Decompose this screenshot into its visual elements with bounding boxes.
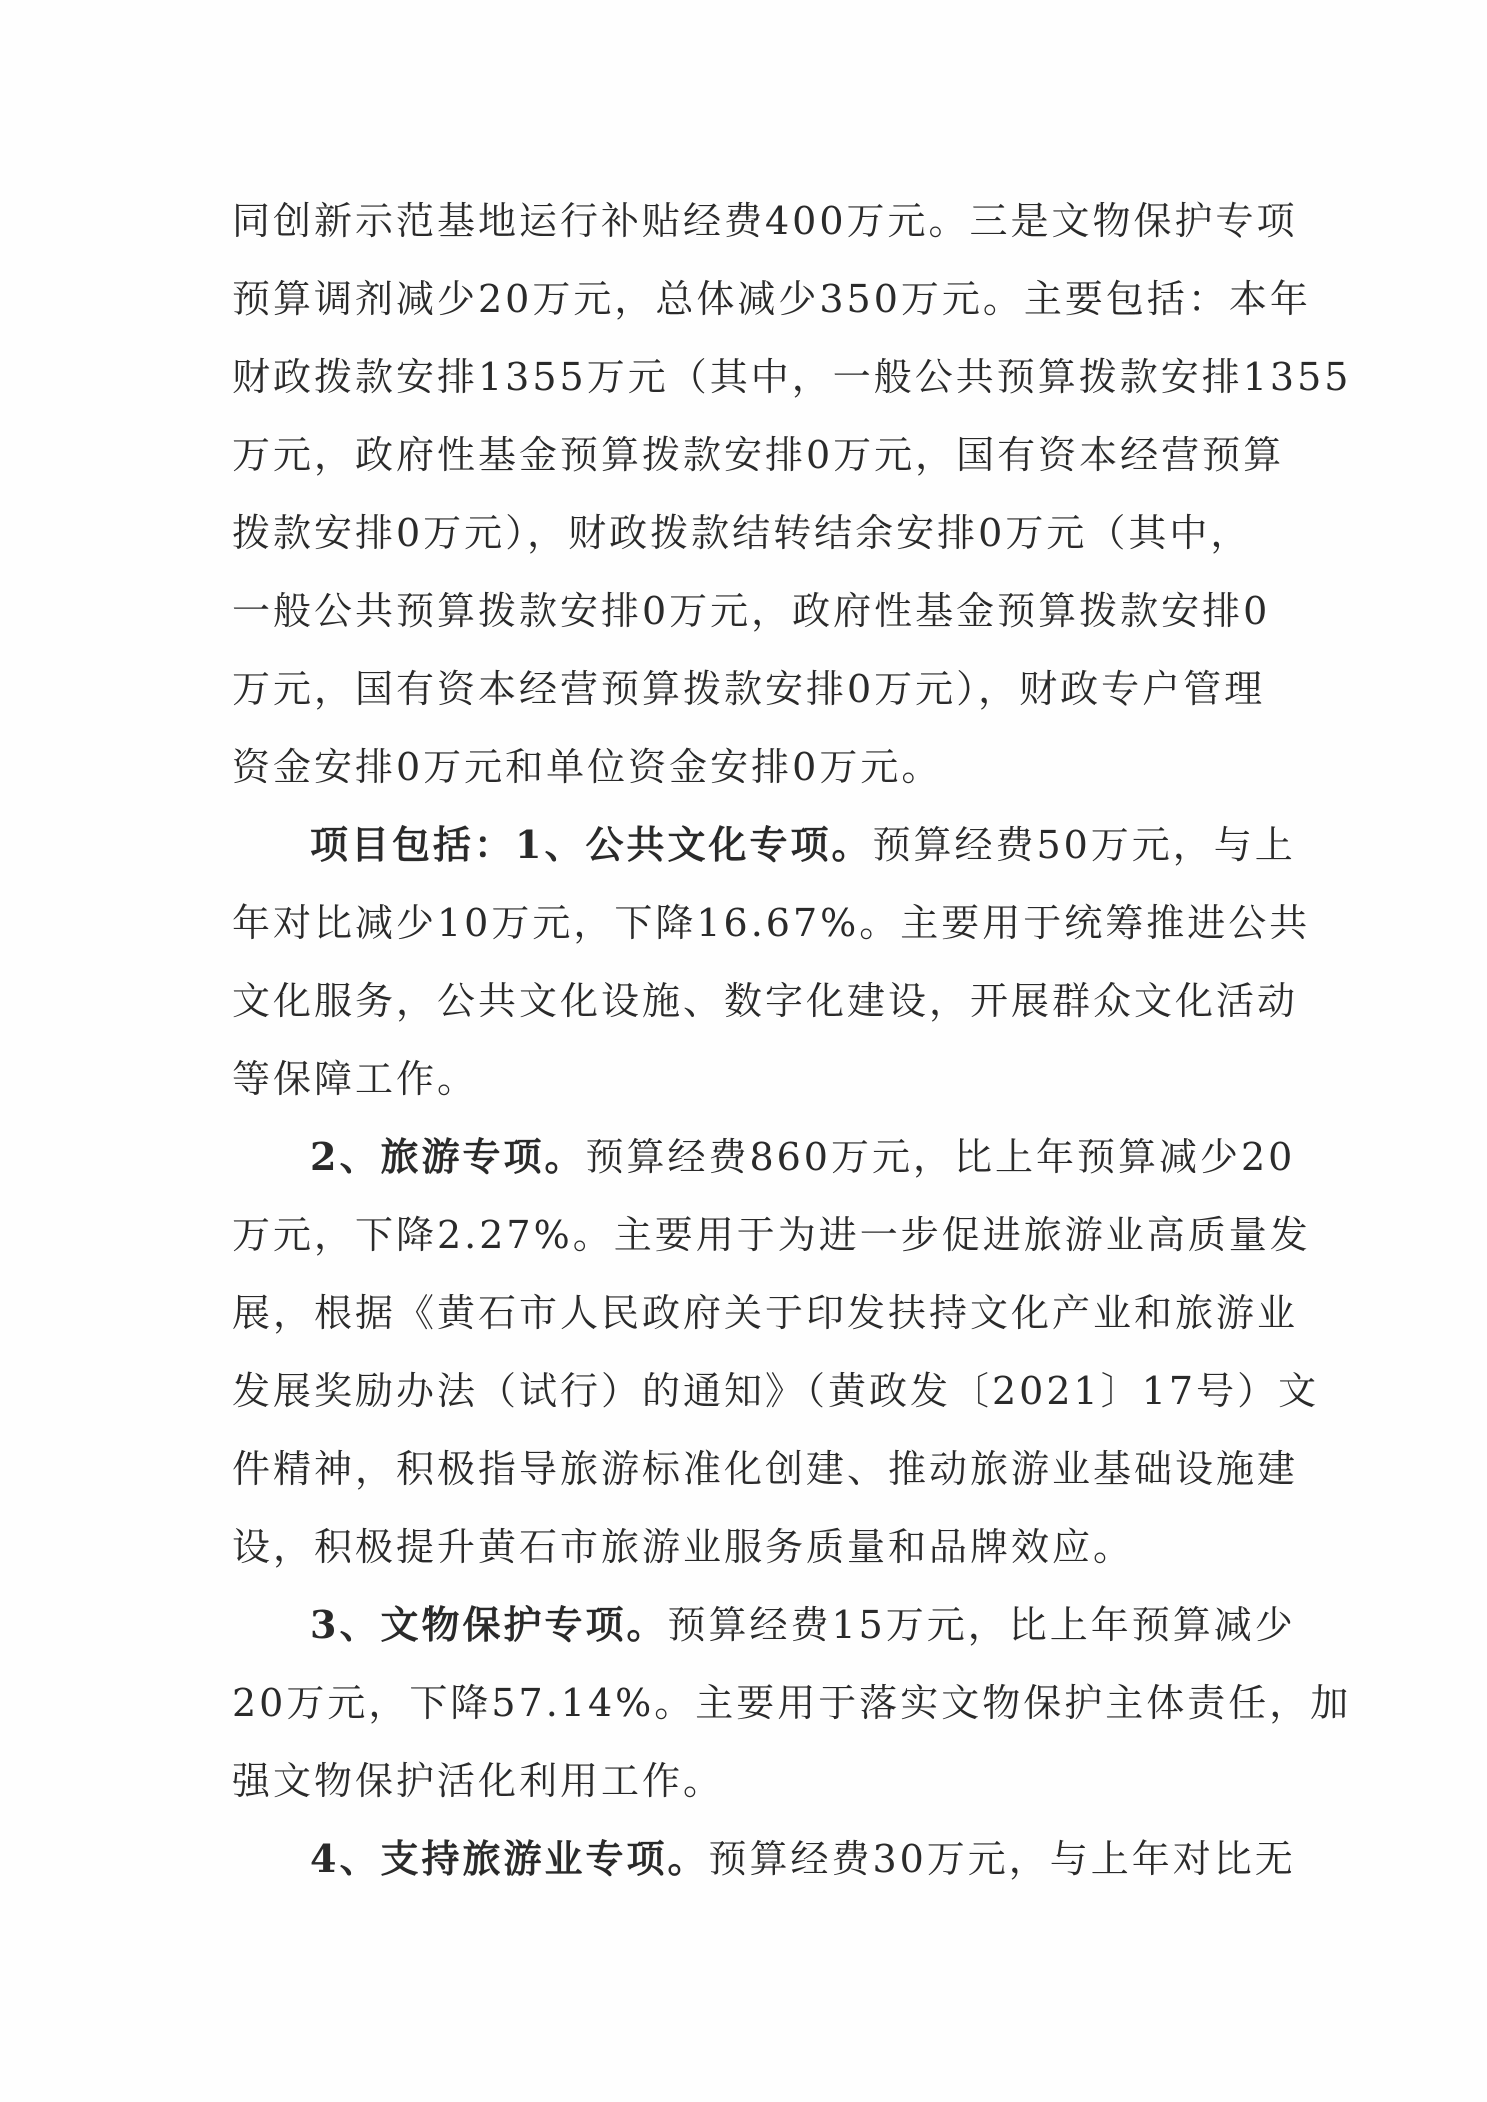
body-line-2: 预算调剂减少20万元，总体减少350万元。主要包括：本年 [232,277,1311,321]
project-4-line-1: 4、支持旅游业专项。预算经费30万元，与上年对比无 [310,1836,1296,1881]
project-2-heading: 2、旅游专项。 [310,1134,586,1179]
project-3-line-1: 3、文物保护专项。预算经费15万元，比上年预算减少 [310,1602,1296,1647]
project-2-line-6: 设，积极提升黄石市旅游业服务质量和品牌效应。 [232,1525,1135,1569]
project-3-line-2: 20万元，下降57.14%。主要用于落实文物保护主体责任，加 [232,1681,1352,1725]
project-4-heading: 4、支持旅游业专项。 [310,1836,709,1881]
body-line-5: 拨款安排0万元），财政拨款结转结余安排0万元（其中， [232,511,1252,555]
project-2-line-5: 件精神，积极指导旅游标准化创建、推动旅游业基础设施建 [232,1447,1299,1491]
body-line-1: 同创新示范基地运行补贴经费400万元。三是文物保护专项 [232,199,1298,243]
project-2-line-1: 2、旅游专项。预算经费860万元，比上年预算减少20 [310,1134,1296,1179]
project-1-heading: 项目包括：1、公共文化专项。 [310,822,873,867]
body-line-3: 财政拨款安排1355万元（其中，一般公共预算拨款安排1355 [232,355,1352,399]
project-1-line-3: 文化服务，公共文化设施、数字化建设，开展群众文化活动 [232,979,1299,1023]
project-3-line-3: 强文物保护活化利用工作。 [232,1759,725,1803]
project-2-line-3: 展，根据《黄石市人民政府关于印发扶持文化产业和旅游业 [232,1291,1299,1335]
project-2-line-2: 万元，下降2.27%。主要用于为进一步促进旅游业高质量发 [232,1213,1311,1257]
project-1-line-4: 等保障工作。 [232,1057,479,1101]
body-line-7: 万元，国有资本经营预算拨款安排0万元），财政专户管理 [232,667,1266,711]
project-2-line-4: 发展奖励办法（试行）的通知》（黄政发〔2021〕17号）文 [232,1369,1320,1413]
body-line-8: 资金安排0万元和单位资金安排0万元。 [232,745,943,789]
body-line-6: 一般公共预算拨款安排0万元，政府性基金预算拨款安排0 [232,589,1271,633]
body-line-4: 万元，政府性基金预算拨款安排0万元，国有资本经营预算 [232,433,1285,477]
project-1-line-2: 年对比减少10万元，下降16.67%。主要用于统筹推进公共 [232,901,1311,945]
project-3-heading: 3、文物保护专项。 [310,1602,668,1647]
project-1-line-1: 项目包括：1、公共文化专项。预算经费50万元，与上 [310,822,1296,867]
